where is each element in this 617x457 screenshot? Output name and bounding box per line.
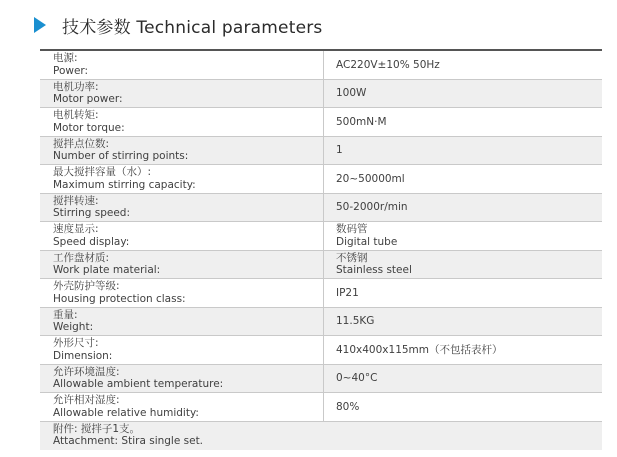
column-divider: [323, 137, 324, 165]
parameter-label: [53, 52, 88, 77]
parameter-value: [336, 222, 397, 250]
triangle-bullet-icon: [34, 17, 46, 33]
column-divider: [323, 222, 324, 250]
parameter-label: [53, 166, 196, 191]
parameter-label-en: Weight:: [53, 321, 94, 333]
parameter-label-cn: 允许环境温度:: [53, 365, 120, 378]
parameter-label: [53, 195, 130, 220]
table-row: [40, 137, 602, 166]
parameter-value: [336, 393, 359, 421]
parameter-value-line: 1: [336, 144, 343, 156]
parameter-value: [336, 336, 503, 364]
column-divider: [323, 308, 324, 336]
parameter-label-en: Number of stirring points:: [53, 150, 189, 162]
parameter-label-en: Power:: [53, 64, 89, 77]
parameter-value: [336, 137, 343, 165]
parameter-label: [53, 394, 199, 419]
column-divider: [323, 279, 324, 307]
column-divider: [323, 251, 324, 279]
parameter-value: [336, 165, 405, 193]
parameter-label-en: Speed display:: [53, 235, 130, 248]
parameter-value-line: 80%: [336, 400, 360, 413]
parameter-label-cn: 最大搅拌容量（水）:: [53, 166, 152, 178]
attachment-label-cn: 附件: 搅拌子1支。: [53, 422, 141, 435]
parameter-value: [336, 51, 440, 79]
table-row: [40, 222, 602, 251]
spec-table: [40, 51, 602, 450]
parameter-value: [336, 251, 412, 279]
column-divider: [323, 393, 324, 421]
parameter-label: [53, 138, 188, 163]
table-row: [40, 80, 602, 109]
table-row: [40, 51, 602, 80]
parameter-value: [336, 365, 377, 393]
parameter-label-en: Motor torque:: [53, 121, 125, 134]
parameter-label: [53, 337, 112, 362]
parameter-value-line: 不锈钢: [336, 251, 368, 264]
parameter-value: [336, 279, 359, 307]
parameter-value: [336, 308, 374, 336]
parameter-value-line: 20~50000ml: [336, 172, 405, 185]
parameter-label-en: Allowable relative humidity:: [53, 406, 199, 419]
parameter-label: [53, 223, 129, 248]
parameter-value-line: 11.5KG: [336, 315, 375, 327]
parameter-value: [336, 108, 387, 136]
parameter-label-cn: 重量:: [53, 308, 78, 321]
attachment-row: [40, 422, 602, 451]
parameter-value-line: AC220V±10% 50Hz: [336, 58, 440, 71]
parameter-label-cn: 允许相对湿度:: [53, 394, 120, 406]
section-title: 技术参数 Technical parameters: [62, 17, 323, 38]
parameter-label-cn: 电源:: [53, 52, 78, 64]
parameter-label: [53, 81, 123, 106]
section-header: [34, 12, 322, 38]
table-row: [40, 308, 602, 337]
parameter-value-line: 500mN·M: [336, 115, 387, 128]
parameter-label: [53, 309, 93, 334]
parameter-label-cn: 电机功率:: [53, 80, 99, 93]
attachment-label-en: Attachment: Stira single set.: [53, 435, 204, 447]
parameter-value-line: 100W: [336, 87, 367, 99]
table-row: [40, 279, 602, 308]
parameter-label-en: Maximum stirring capacity:: [53, 178, 196, 191]
table-row: [40, 336, 602, 365]
attachment-label: [53, 423, 203, 448]
table-row: [40, 165, 602, 194]
parameter-value: [336, 80, 366, 108]
parameter-label-cn: 外壳防护等级:: [53, 280, 120, 292]
parameter-label: [53, 280, 186, 305]
parameter-label-en: Allowable ambient temperature:: [53, 378, 224, 390]
column-divider: [323, 108, 324, 136]
parameter-value-line: 50-2000r/min: [336, 201, 408, 213]
parameter-value-line: Digital tube: [336, 235, 398, 248]
table-row: [40, 251, 602, 280]
column-divider: [323, 336, 324, 364]
parameter-label-cn: 电机转矩:: [53, 109, 99, 121]
parameter-label-en: Housing protection class:: [53, 292, 186, 305]
table-row: [40, 108, 602, 137]
column-divider: [323, 80, 324, 108]
column-divider: [323, 194, 324, 222]
parameter-label-cn: 搅拌转速:: [53, 194, 99, 207]
parameter-label-en: Motor power:: [53, 93, 123, 105]
parameter-label-cn: 搅拌点位数:: [53, 137, 110, 150]
parameter-value-line: IP21: [336, 286, 359, 299]
table-row: [40, 194, 602, 223]
parameter-value-line: Stainless steel: [336, 264, 412, 277]
parameter-label-en: Dimension:: [53, 349, 113, 362]
parameter-label: [53, 109, 125, 134]
parameter-value-line: 0~40°C: [336, 372, 378, 384]
table-row: [40, 365, 602, 394]
parameter-value: [336, 194, 408, 222]
parameter-value-line: 数码管: [336, 223, 368, 236]
parameter-label-cn: 速度显示:: [53, 223, 99, 235]
parameter-label: [53, 252, 160, 277]
parameter-label-cn: 工作盘材质:: [53, 251, 110, 264]
parameter-label-cn: 外形尺寸:: [53, 337, 99, 349]
parameter-label-en: Work plate material:: [53, 264, 161, 276]
parameter-label-en: Stirring speed:: [53, 207, 130, 219]
table-row: [40, 393, 602, 422]
parameter-label: [53, 366, 223, 391]
column-divider: [323, 51, 324, 79]
column-divider: [323, 365, 324, 393]
column-divider: [323, 165, 324, 193]
parameter-value-line: 410x400x115mm（不包括表杆）: [336, 343, 503, 356]
